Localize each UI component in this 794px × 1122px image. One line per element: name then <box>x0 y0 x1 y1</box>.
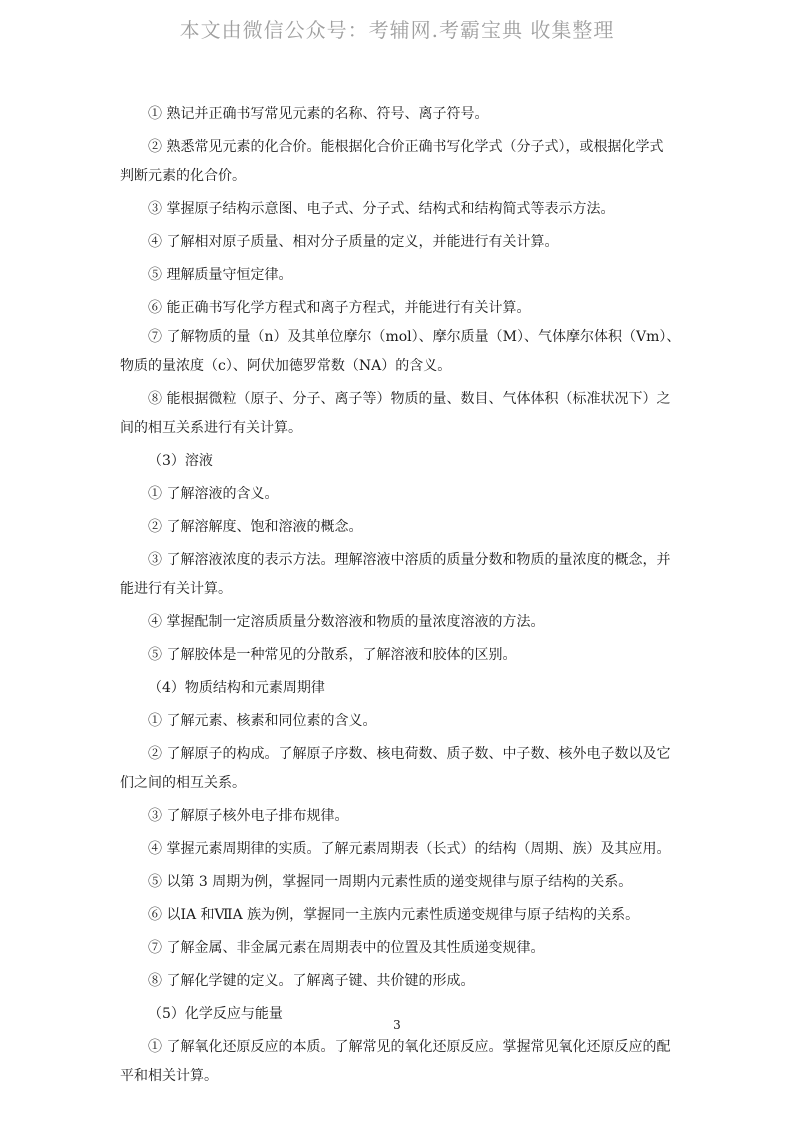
text-line: ③ 了解溶液浓度的表示方法。理解溶液中溶质的质量分数和物质的量浓度的概念，并 <box>148 552 671 568</box>
text-line: ⑦ 了解物质的量（n）及其单位摩尔（mol）、摩尔质量（M）、气体摩尔体积（Vm）、 <box>148 329 680 345</box>
text-line: ② 了解溶解度、饱和溶液的概念。 <box>148 519 363 535</box>
text-line: ① 了解溶液的含义。 <box>148 486 279 502</box>
text-line: 能进行有关计算。 <box>120 581 232 597</box>
text-line: ① 了解元素、核素和同位素的含义。 <box>148 713 377 729</box>
text-line: 判断元素的化合价。 <box>120 168 246 184</box>
text-line: 平和相关计算。 <box>120 1068 218 1084</box>
section-heading: （5）化学反应与能量 <box>148 1006 283 1022</box>
text-line: ⑥ 能正确书写化学方程式和离子方程式，并能进行有关计算。 <box>148 300 531 316</box>
section-heading: （3）溶液 <box>148 453 213 469</box>
text-line: ① 熟记并正确书写常见元素的名称、符号、离子符号。 <box>148 106 489 122</box>
text-line: 们之间的相互关系。 <box>120 775 246 791</box>
text-line: ⑤ 理解质量守恒定律。 <box>148 267 293 283</box>
text-line: ④ 掌握配制一定溶质质量分数溶液和物质的量浓度溶液的方法。 <box>148 614 545 630</box>
text-line: ① 了解氧化还原反应的本质。了解常见的氧化还原反应。掌握常见氧化还原反应的配 <box>148 1039 671 1055</box>
text-line: 间的相互关系进行有关计算。 <box>120 420 302 436</box>
document-body <box>120 100 680 1091</box>
section-heading: （4）物质结构和元素周期律 <box>148 680 325 696</box>
text-line: ⑧ 能根据微粒（原子、分子、离子等）物质的量、数目、气体体积（标准状况下）之 <box>148 391 671 407</box>
text-line: ④ 掌握元素周期律的实质。了解元素周期表（长式）的结构（周期、族）及其应用。 <box>148 841 671 857</box>
text-line: ② 了解原子的构成。了解原子序数、核电荷数、质子数、中子数、核外电子数以及它 <box>148 746 671 762</box>
text-line: ⑤ 了解胶体是一种常见的分散系，了解溶液和胶体的区别。 <box>148 647 517 663</box>
text-line: ② 熟悉常见元素的化合价。能根据化合价正确书写化学式（分子式），或根据化学式 <box>148 139 664 155</box>
text-line: ④ 了解相对原子质量、相对分子质量的定义，并能进行有关计算。 <box>148 234 559 250</box>
watermark: 本文由微信公众号：考辅网.考霸宝典 收集整理 <box>179 18 615 42</box>
text-line: ⑤ 以第 3 周期为例，掌握同一周期内元素性质的递变规律与原子结构的关系。 <box>148 874 633 890</box>
text-line: 物质的量浓度（c）、阿伏加德罗常数（NA）的含义。 <box>120 358 452 374</box>
page-number: 3 <box>393 1018 401 1032</box>
text-line: ③ 了解原子核外电子排布规律。 <box>148 808 349 824</box>
text-line: ⑧ 了解化学键的定义。了解离子键、共价键的形成。 <box>148 973 475 989</box>
text-line: ⑥ 以ⅠA 和ⅦA 族为例，掌握同一主族内元素性质递变规律与原子结构的关系。 <box>148 907 640 923</box>
text-line: ③ 掌握原子结构示意图、电子式、分子式、结构式和结构简式等表示方法。 <box>148 201 615 217</box>
text-line: ⑦ 了解金属、非金属元素在周期表中的位置及其性质递变规律。 <box>148 940 545 956</box>
